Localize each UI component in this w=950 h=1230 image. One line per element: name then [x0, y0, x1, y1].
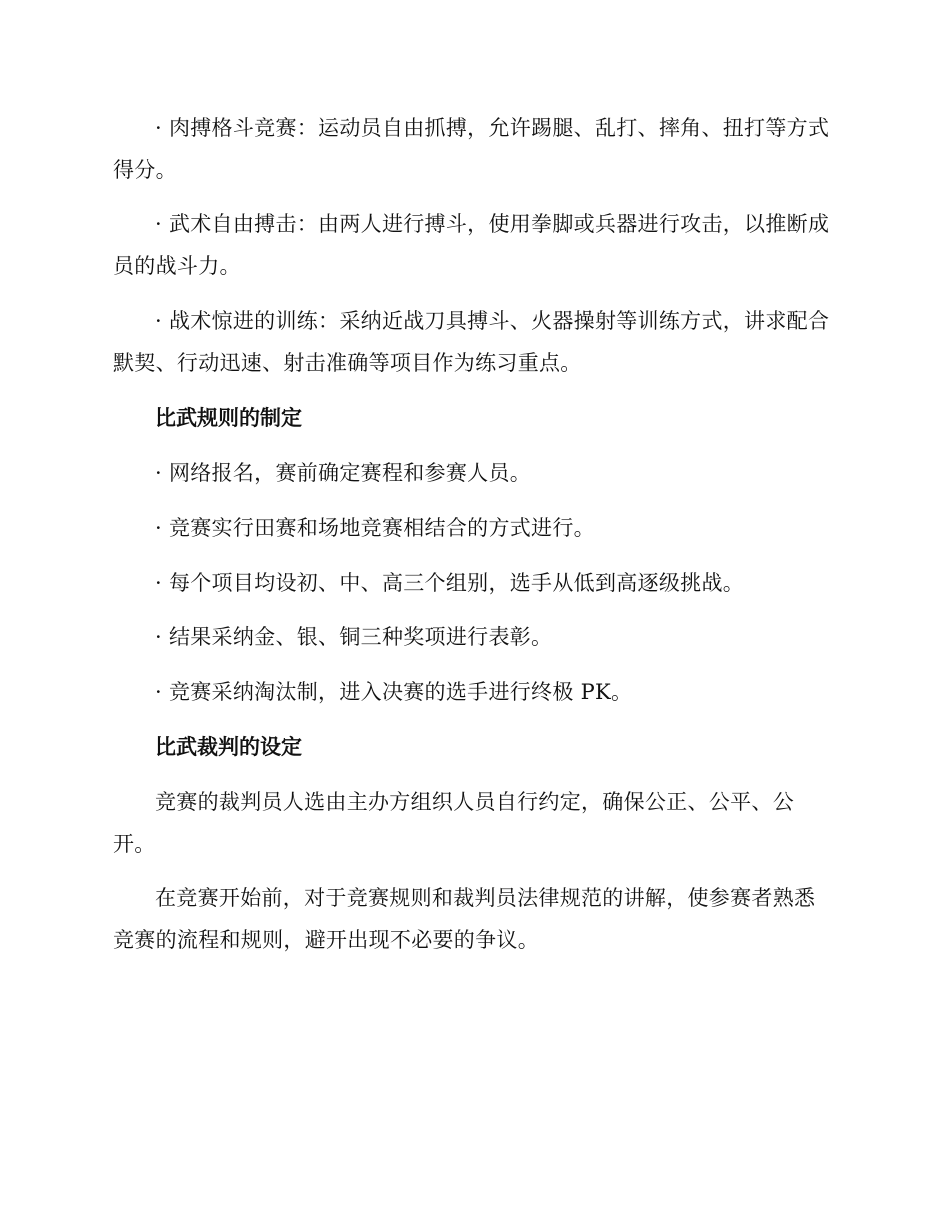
- rules-item: · 结果采纳金、银、铜三种奖项进行表彰。: [155, 625, 553, 649]
- rules-item: · 每个项目均设初、中、高三个组别，选手从低到高逐级挑战。: [155, 571, 745, 595]
- rules-item: · 竞赛实行田赛和场地竞赛相结合的方式进行。: [155, 516, 595, 540]
- rules-item: · 网络报名，赛前确定赛程和参赛人员。: [155, 461, 532, 485]
- paragraph-melee-combat: · 肉搏格斗竞赛：运动员自由抓搏，允许踢腿、乱打、摔角、扭打等方式得分。: [113, 116, 830, 182]
- paragraph-rules-briefing: 在竞赛开始前，对于竞赛规则和裁判员法律规范的讲解，使参赛者熟悉竞赛的流程和规则，避开出现不必要的争议。: [113, 886, 816, 952]
- section-heading-referee: 比武裁判的设定: [155, 734, 302, 759]
- paragraph-tactical-training: · 战术惊进的训练：采纳近战刀具搏斗、火器操射等训练方式，讲求配合默契、行动迅速、射击准确等项目作为练习重点。: [113, 309, 830, 375]
- rules-item: · 竞赛采纳淘汰制，进入决赛的选手进行终极 PK。: [155, 680, 633, 704]
- paragraph-referee-selection: 竞赛的裁判员人选由主办方组织人员自行约定，确保公正、公平、公开。: [113, 790, 794, 856]
- paragraph-martial-arts-fighting: · 武术自由搏击：由两人进行搏斗，使用拳脚或兵器进行攻击，以推断成员的战斗力。: [113, 212, 830, 278]
- section-heading-rules: 比武规则的制定: [155, 405, 302, 430]
